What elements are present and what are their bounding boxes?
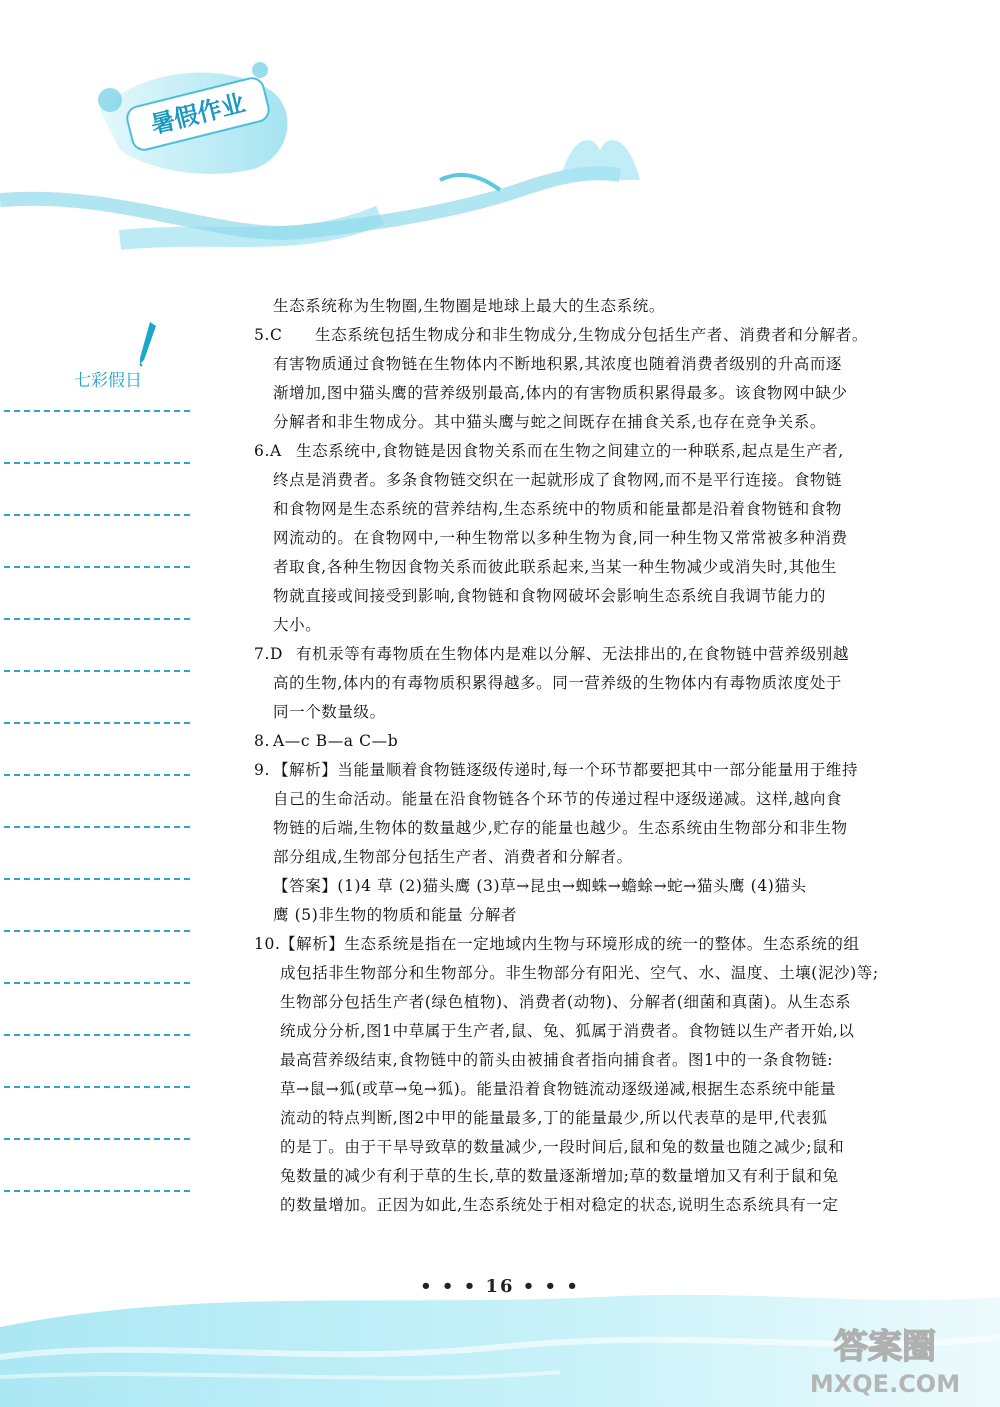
text-line: 成包括非生物部分和生物部分。非生物部分有阳光、空气、水、温度、土壤(泥沙)等; bbox=[280, 964, 879, 982]
answer-5 bbox=[254, 321, 892, 437]
text-line: 高的生物,体内的有毒物质积累得越多。同一营养级的生物体内有毒物质浓度处于 bbox=[273, 674, 843, 692]
svg-text:MXQE.COM: MXQE.COM bbox=[809, 1370, 961, 1398]
note-line bbox=[4, 878, 190, 880]
note-line bbox=[4, 1190, 190, 1192]
answer-6 bbox=[254, 437, 892, 640]
text-line: 生态系统中,食物链是因食物关系而在生物之间建立的一种联系,起点是生产者, bbox=[296, 442, 844, 460]
answer-text bbox=[254, 292, 892, 1220]
text-line: 和食物网是生态系统的营养结构,生态系统中的物质和能量都是沿着食物链和食物 bbox=[273, 500, 843, 518]
svg-text:答案圈: 答案圈 bbox=[834, 1327, 936, 1367]
text-line: 统成分分析,图1中草属于生产者,鼠、兔、狐属于消费者。食物链以生产者开始,以 bbox=[280, 1022, 855, 1040]
text-line: 终点是消费者。多条食物链交织在一起就形成了食物网,而不是平行连接。食物链 bbox=[273, 471, 843, 489]
note-line bbox=[4, 410, 190, 412]
note-line bbox=[4, 1034, 190, 1036]
text-line: 兔数量的减少有利于草的生长,草的数量逐渐增加;草的数量增加又有利于鼠和兔 bbox=[280, 1167, 839, 1185]
note-line bbox=[4, 930, 190, 932]
answer-number: 5.C bbox=[254, 326, 283, 344]
answer-number: 8. bbox=[254, 732, 270, 750]
sidebar-label: 七彩假日 bbox=[74, 371, 142, 391]
answer-number: 9. bbox=[254, 761, 270, 779]
text-line: 大小。 bbox=[273, 616, 322, 634]
text-line: 部分组成,生物部分包括生产者、消费者和分解者。 bbox=[273, 848, 633, 866]
note-line bbox=[4, 618, 190, 620]
text-line: 草→鼠→狐(或草→兔→狐)。能量沿着食物链流动逐级递减,根据生态系统中能量 bbox=[280, 1080, 837, 1098]
note-line bbox=[4, 514, 190, 516]
badge-text: 暑假作业 bbox=[148, 88, 248, 140]
text-line: 【解析】生态系统是指在一定地域内生物与环境形成的统一的整体。生态系统的组 bbox=[280, 935, 860, 953]
note-line bbox=[4, 722, 190, 724]
text-line: 【解析】当能量顺着食物链逐级传递时,每一个环节都要把其中一部分能量用于维持 bbox=[273, 761, 859, 779]
header-decoration bbox=[0, 0, 1000, 260]
text-line: 者取食,各种生物因食物关系而彼此联系起来,当某一种生物减少或消失时,其他生 bbox=[273, 558, 837, 576]
answer-number: 6.A bbox=[254, 442, 282, 460]
note-lines bbox=[4, 410, 190, 1242]
text-line: 的是丁。由于干旱导致草的数量减少,一段时间后,鼠和兔的数量也随之减少;鼠和 bbox=[280, 1138, 845, 1156]
note-line bbox=[4, 982, 190, 984]
note-line bbox=[4, 566, 190, 568]
text-line: 生态系统包括生物成分和非生物成分,生物成分包括生产者、消费者和分解者。 bbox=[315, 326, 868, 344]
text-line: 同一个数量级。 bbox=[273, 703, 386, 721]
answer-10 bbox=[254, 930, 892, 1220]
text-line: 网流动的。在食物网中,一种生物常以多种生物为食,同一种生物又常常被多种消费 bbox=[273, 529, 848, 547]
text-line: 的数量增加。正因为如此,生态系统处于相对稳定的状态,说明生态系统具有一定 bbox=[280, 1196, 839, 1214]
text-line: 生态系统称为生物圈,生物圈是地球上最大的生态系统。 bbox=[273, 297, 665, 315]
answer-number: 7.D bbox=[254, 645, 284, 663]
note-line bbox=[4, 1138, 190, 1140]
watermark-logo bbox=[790, 1320, 980, 1400]
text-line: 有害物质通过食物链在生物体内不断地积累,其浓度也随着消费者级别的升高而逐 bbox=[273, 355, 843, 373]
text-line: 有机汞等有毒物质在生物体内是难以分解、无法排出的,在食物链中营养级别越 bbox=[296, 645, 849, 663]
answer-8 bbox=[254, 727, 892, 756]
text-line: 分解者和非生物成分。其中猫头鹰与蛇之间既存在捕食关系,也存在竞争关系。 bbox=[273, 413, 826, 431]
note-line bbox=[4, 826, 190, 828]
text-line: 物就直接或间接受到影响,食物链和食物网破坏会影响生态系统自我调节能力的 bbox=[273, 587, 826, 605]
text-line: A—c B—a C—b bbox=[273, 732, 399, 750]
text-line: 物链的后端,生物体的数量越少,贮存的能量也越少。生态系统由生物部分和非生物 bbox=[273, 819, 848, 837]
text-line: 最高营养级结束,食物链中的箭头由被捕食者指向捕食者。图1中的一条食物链: bbox=[280, 1051, 834, 1069]
text-line: 渐增加,图中猫头鹰的营养级别最高,体内的有害物质积累得最多。该食物网中缺少 bbox=[273, 384, 848, 402]
pen-icon bbox=[136, 320, 160, 368]
note-line bbox=[4, 1086, 190, 1088]
text-line: 鹰 (5)非生物的物质和能量 分解者 bbox=[273, 906, 518, 924]
note-line bbox=[4, 774, 190, 776]
text-line: 【答案】(1)4 草 (2)猫头鹰 (3)草→昆虫→蜘蛛→蟾蜍→蛇→猫头鹰 (4)猫头 bbox=[273, 877, 807, 895]
page-number: • • • 16 • • • bbox=[420, 1276, 580, 1297]
text-line: 自己的生命活动。能量在沿食物链各个环节的传递过程中逐级递减。这样,越向食 bbox=[273, 790, 843, 808]
note-line bbox=[4, 462, 190, 464]
answer-number: 10. bbox=[254, 935, 281, 953]
text-line: 生物部分包括生产者(绿色植物)、消费者(动物)、分解者(细菌和真菌)。从生态系 bbox=[280, 993, 852, 1011]
answer-9 bbox=[254, 756, 892, 930]
answer-7 bbox=[254, 640, 892, 727]
note-line bbox=[4, 670, 190, 672]
text-line: 流动的特点判断,图2中甲的能量最多,丁的能量最少,所以代表草的是甲,代表狐 bbox=[280, 1109, 828, 1127]
